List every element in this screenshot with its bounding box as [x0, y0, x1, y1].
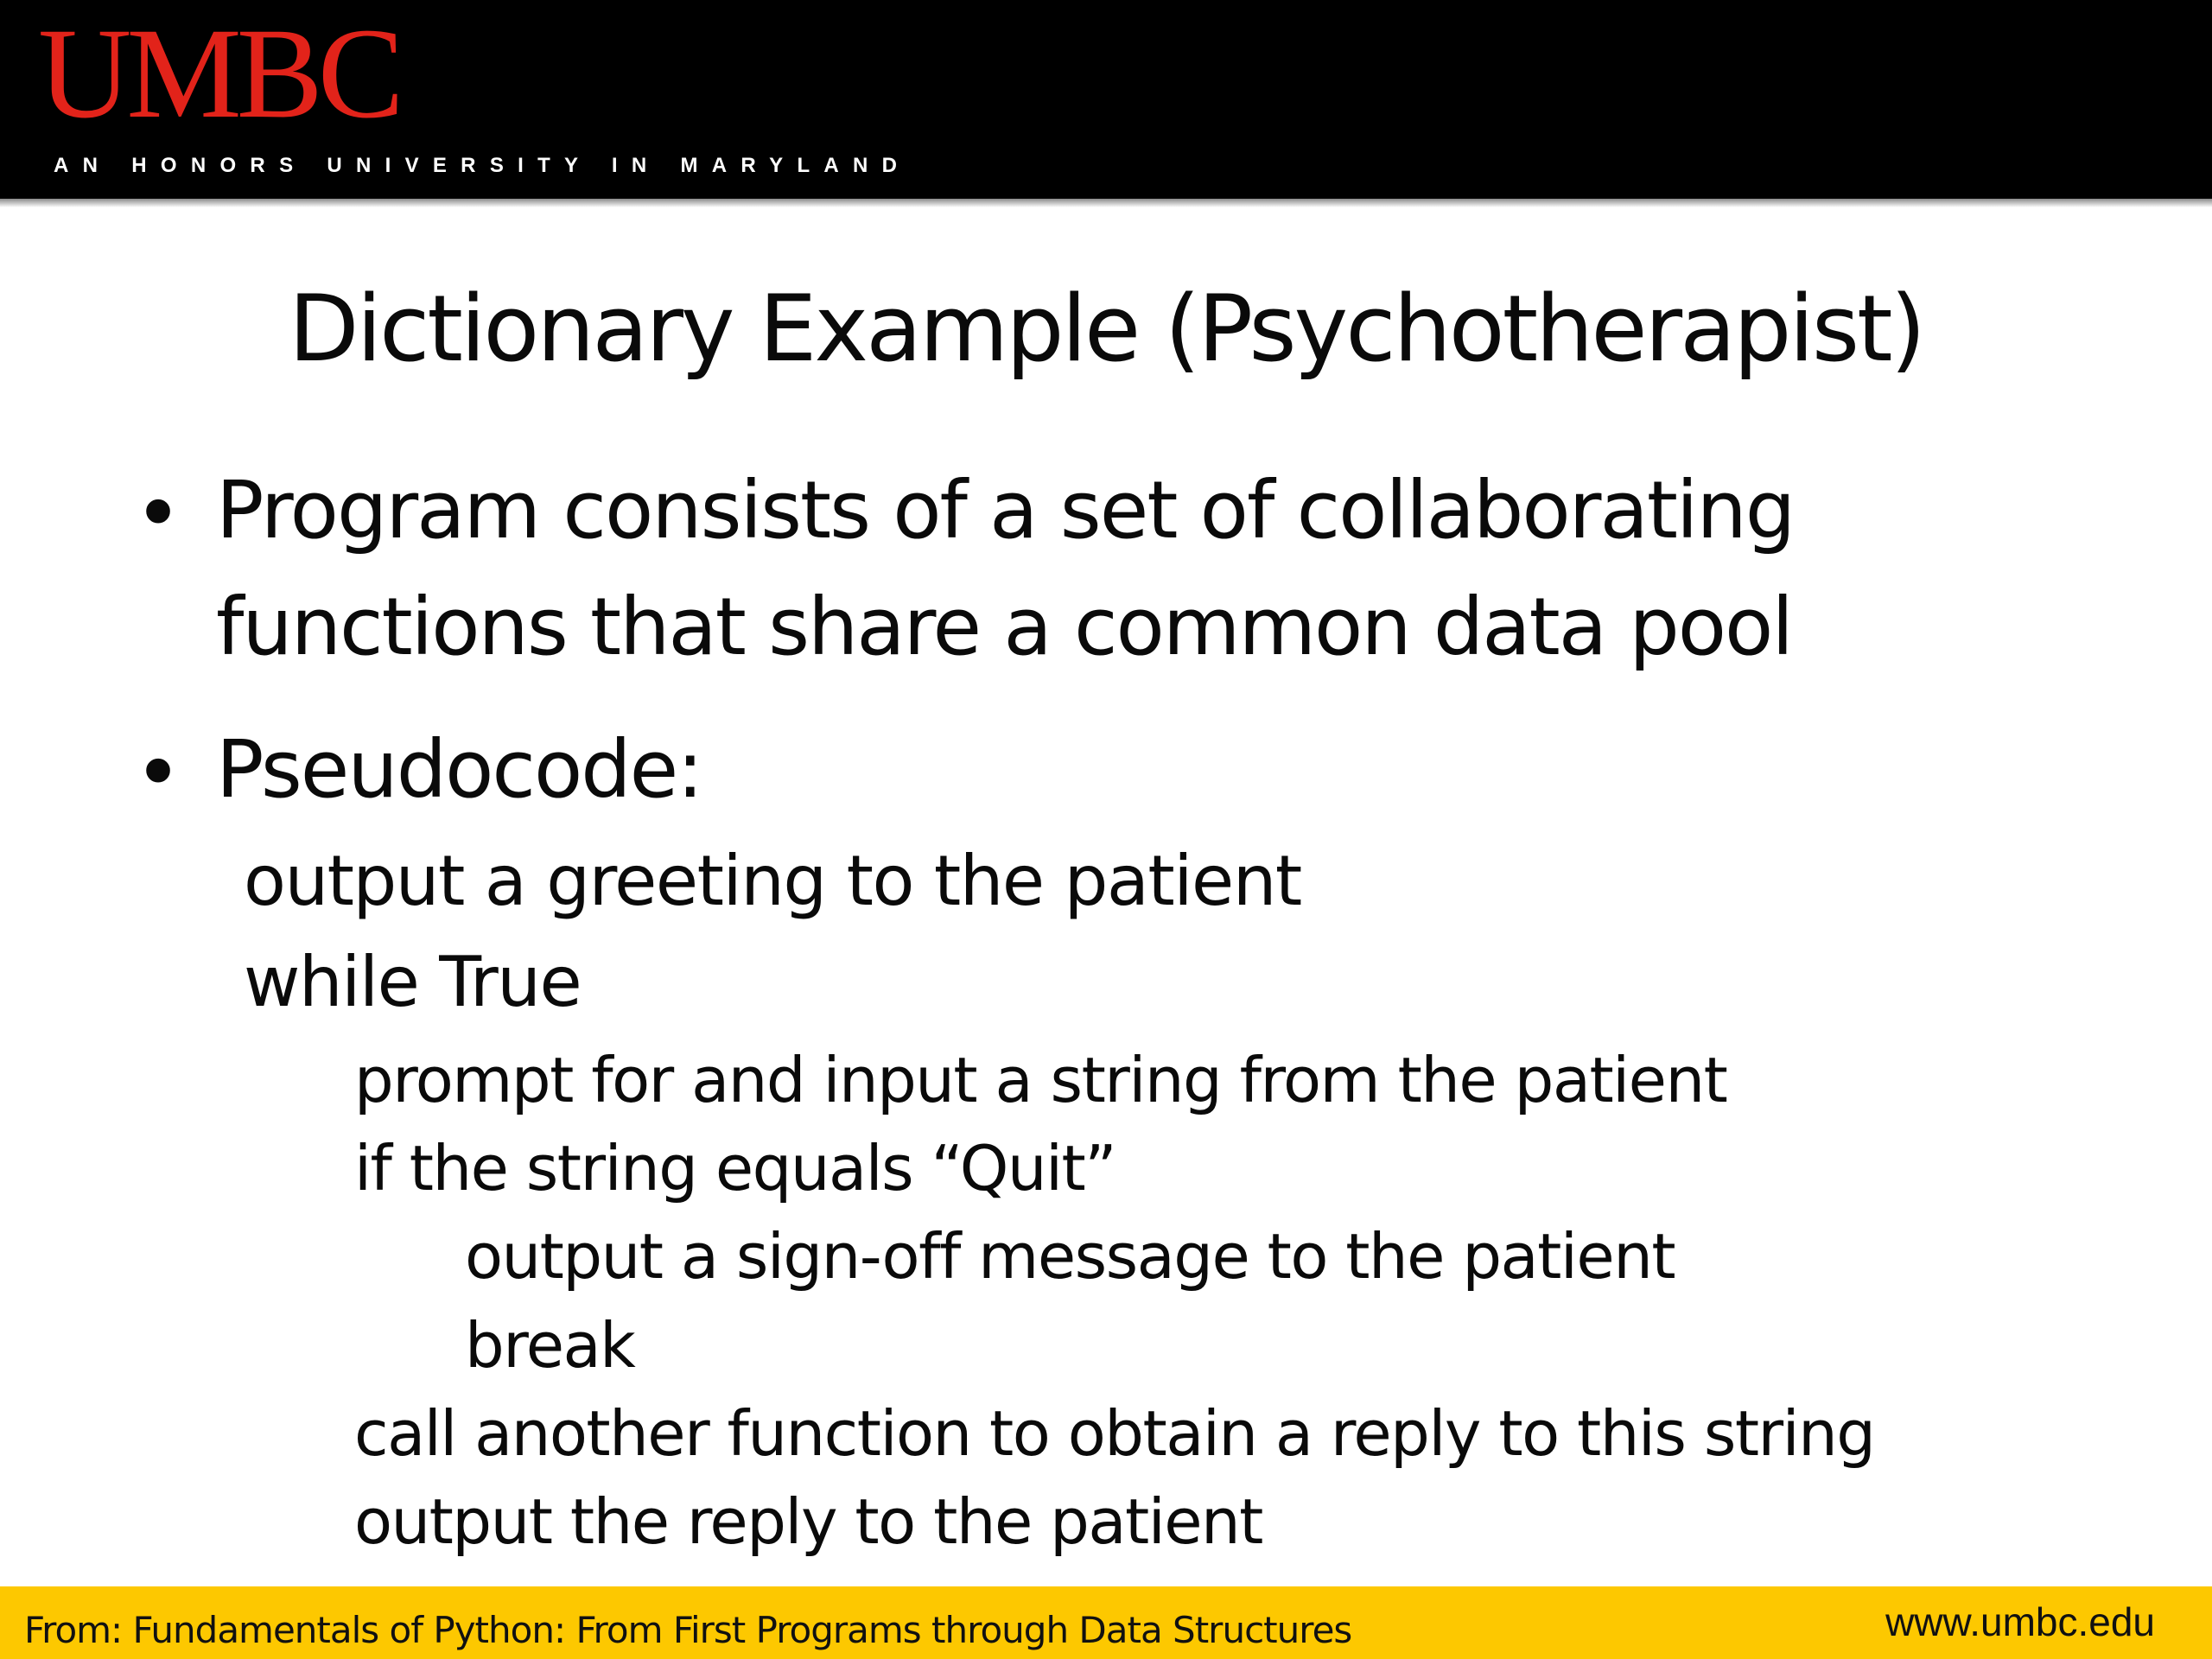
pseudocode-line-3: prompt for and input a string from the patient — [354, 1044, 1727, 1116]
pseudocode-line-2: while True — [244, 942, 582, 1022]
header-bar — [0, 0, 2212, 199]
bullet-2-line-1: Pseudocode: — [216, 723, 702, 816]
bullet-marker-1: • — [134, 467, 183, 562]
bullet-1-line-2: functions that share a common data pool — [216, 581, 1792, 673]
pseudocode-line-4: if the string equals “Quit” — [354, 1132, 1116, 1205]
pseudocode-line-5: output a sign-off message to the patient — [465, 1220, 1675, 1293]
pseudocode-line-8: output the reply to the patient — [354, 1485, 1262, 1558]
pseudocode-line-6: break — [465, 1309, 635, 1382]
footer-url: www.umbc.edu — [1885, 1599, 2155, 1644]
header-shadow — [0, 199, 2212, 207]
umbc-logo: UMBC — [38, 2, 399, 145]
pseudocode-line-7: call another function to obtain a reply to this string — [354, 1397, 1875, 1470]
footer-source-citation: From: Fundamentals of Python: From First Programs through Data Structures — [24, 1609, 1352, 1651]
header-tagline: AN HONORS UNIVERSITY IN MARYLAND — [54, 154, 912, 177]
pseudocode-line-1: output a greeting to the patient — [244, 841, 1301, 921]
bullet-1-line-1: Program consists of a set of collaborating — [216, 464, 1795, 556]
bullet-marker-2: • — [134, 726, 183, 821]
slide-title: Dictionary Example (Psychotherapist) — [289, 276, 1923, 382]
